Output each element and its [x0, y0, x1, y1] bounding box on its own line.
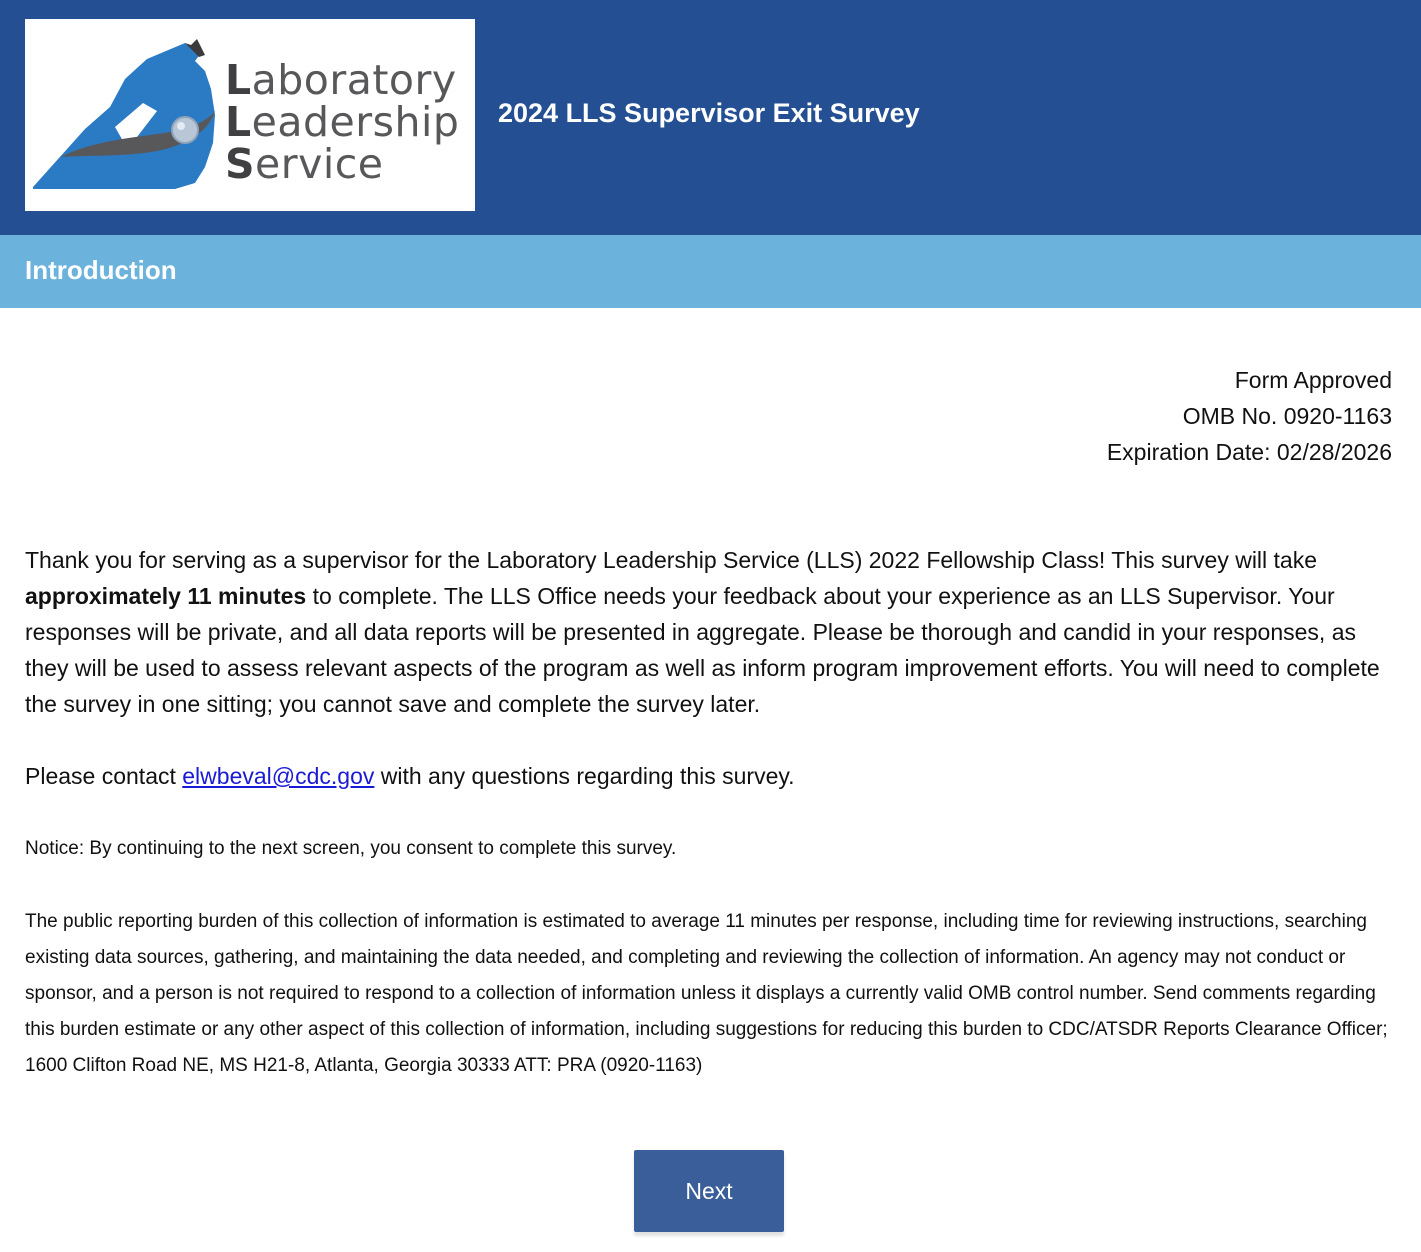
contact-email-link[interactable]: elwbeval@cdc.gov: [182, 763, 375, 789]
form-approved-text: Form Approved: [1234, 367, 1392, 393]
intro-paragraph: [25, 542, 1395, 722]
next-button[interactable]: Next: [634, 1150, 784, 1232]
survey-header: [0, 0, 1421, 235]
survey-title: 2024 LLS Supervisor Exit Survey: [498, 98, 920, 128]
logo-line-2: Leadership: [225, 98, 460, 146]
contact-text-before: Please contact: [25, 763, 183, 789]
logo-wordmark: [225, 56, 475, 188]
contact-text-after: with any questions regarding this survey.: [374, 763, 795, 789]
expiration-date-text: Expiration Date: 02/28/2026: [1106, 439, 1392, 465]
omb-number-text: OMB No. 0920-1163: [1182, 403, 1392, 429]
intro-text-start: Thank you for serving as a supervisor for the Laboratory Leadership Service (LLS) 2022 Fellowship Class! This survey will take: [25, 547, 1318, 573]
logo-line-1: Laboratory: [225, 56, 457, 104]
logo-initial-letter: S: [225, 140, 256, 188]
intro-duration-bold: approximately 11 minutes: [25, 583, 307, 609]
lls-logo: [25, 19, 475, 211]
omb-approval-block: [1107, 362, 1392, 470]
logo-initial-letter: L: [225, 98, 252, 146]
section-header: [0, 235, 1421, 308]
consent-notice: Notice: By continuing to the next screen, you consent to complete this survey.: [25, 838, 677, 859]
burden-statement: The public reporting burden of this collection of information is estimated to average 11 minutes per response, including time for reviewing instructions, searching existing data sources, gathering, and maintaining the data needed, and completing and reviewing the collection of information. An agency may not conduct or sponsor, and a person is not required to respond to a collection of information unless it displays a currently valid OMB control number. Send comments regarding this burden estimate or any other aspect of this collection of information, including suggestions for reducing this burden to CDC/ATSDR Reports Clearance Officer; 1600 Clifton Road NE, MS H21-8, Atlanta, Georgia 30333 ATT: PRA (0920-1163): [25, 911, 1388, 1076]
section-title: Introduction: [25, 255, 177, 285]
contact-paragraph: [25, 758, 1395, 794]
logo-line-3: Service: [225, 140, 384, 188]
intro-text-end: to complete. The LLS Office needs your feedback about your experience as an LLS Supervisor. Your responses will be private, and all data reports will be presented in aggregate. Please be thorough and candid in your responses, as they will be used to assess relevant aspects of the program as well as inform program improvement efforts. You will need to complete the survey in one sitting; you cannot save and complete the survey later.: [25, 583, 1380, 717]
logo-initial-letter: L: [225, 56, 252, 104]
